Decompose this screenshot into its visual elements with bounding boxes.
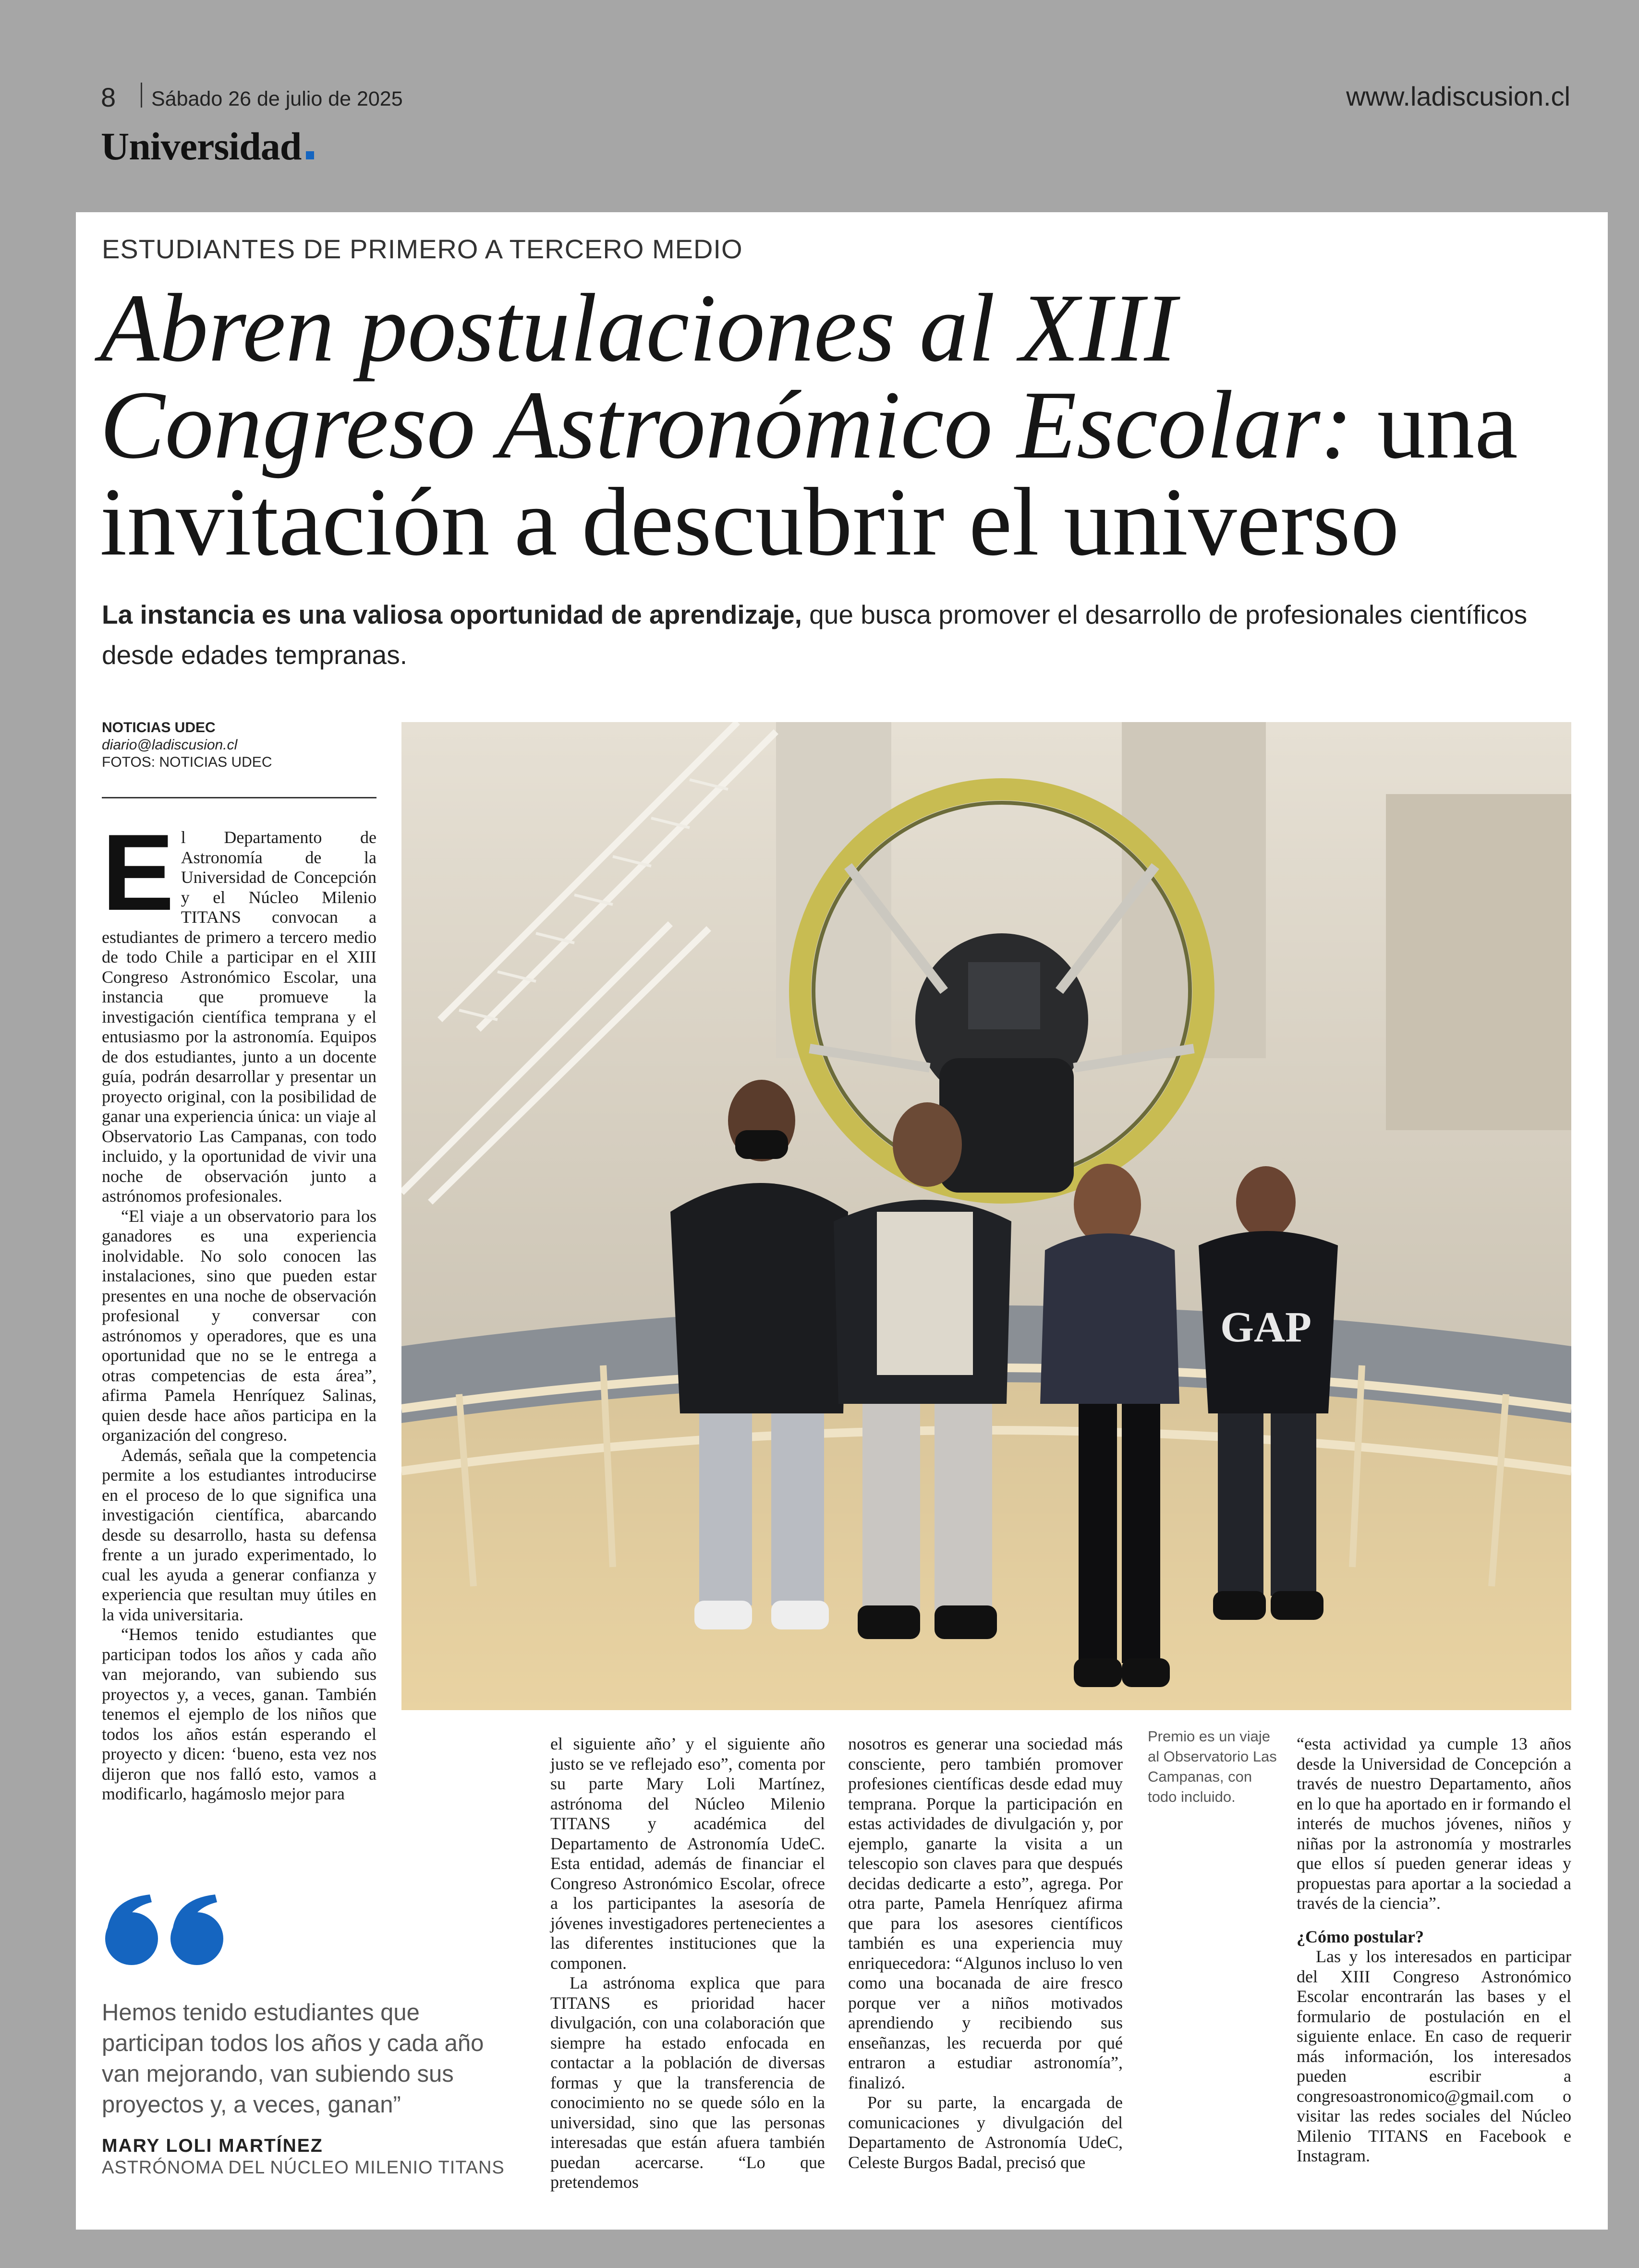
article-column-3 <box>848 1734 1123 2195</box>
paragraph: “esta actividad ya cumple 13 años desde la Universidad de Concepción a través de nuestro Departamento, años en lo que ha aportado en ir formando el interés de muchos jóvenes, niños y niñas por la astronomía y mostrarles que ellos sí pueden generar ideas y propuestas para aportar a la sociedad a través de la ciencia”. <box>1297 1734 1571 1913</box>
paragraph: La astrónoma explica que para TITANS es prioridad hacer divulgación, con una colaboración que siempre ha estado enfocada en contactar a la población de diversas formas y que la transferencia de conocimiento no se quede sólo en la universidad, sino que las personas interesadas que están afuera también puedan acercarse. “Lo que pretendemos <box>550 1973 825 2192</box>
pull-quote-role: ASTRÓNOMA DEL NÚCLEO MILENIO TITANS <box>102 2158 505 2178</box>
page-number: 8 <box>101 82 116 112</box>
section-dot <box>306 151 314 159</box>
paragraph: l Departamento de Astronomía de la Universidad de Concepción y el Núcleo Milenio TITANS convocan a estudiantes de primero a tercero medio de todo Chile a participar en el XIII Congreso Astronómico Escolar, una instancia que promueve la investigación científica temprana y el entusiasmo por la astronomía. Equipos de dos estudiantes, junto a un docente guía, podrán desarrollar y presentar un proyecto original, con la posibilidad de ganar una experiencia única: un viaje al Observatorio Las Campanas, con todo incluido, y la oportunidad de vivir una noche de observación junto a astrónomos profesionales. <box>102 828 376 1206</box>
observatory-photo <box>401 722 1571 1710</box>
sweatshirt-text: GAP <box>1220 1303 1311 1351</box>
paragraph: Por su parte, la encargada de comunicaciones y divulgación del Departamento de Astronomía UdeC, Celeste Burgos Badal, precisó que <box>848 2093 1123 2172</box>
drop-cap: E <box>102 811 174 933</box>
header-divider <box>141 83 142 108</box>
photo-caption: Premio es un viaje al Observatorio Las Campanas, con todo incluido. <box>1148 1728 1277 1805</box>
article-column-1 <box>102 811 376 1860</box>
paragraph: “Hemos tenido estudiantes que participan todos los años y cada año van mejorando, van subiendo sus proyectos y, a veces, ganan. También tenemos el ejemplo de los niños que todos los años están esperando el proyecto y dicen: ‘bueno, esta vez nos dijeron que nos falló esto, vamos a modificarlo, hagámoslo mejor para <box>102 1625 376 1803</box>
deck-text: que busca promover el desarrollo de profesionales científicos desde edades tempranas. <box>102 600 1528 670</box>
paragraph: Las y los interesados en participar del XIII Congreso Astronómico Escolar encontrarán las bases y el formulario de postulación en el siguiente enlace. En caso de requerir más información, los interesados pueden escribir a congresoastronomico@gmail.com o visitar las redes sociales del Núcleo Milenio TITANS en Facebook e Instagram. <box>1297 1947 1571 2165</box>
byline <box>102 719 272 771</box>
quote-mark-icon <box>102 1894 231 1966</box>
article-column-4 <box>1297 1734 1571 2195</box>
byline-photos: FOTOS: NOTICIAS UDEC <box>102 754 272 770</box>
paragraph: nosotros es generar una sociedad más consciente, pero también promover profesiones científicas desde edad muy temprana. Porque la participación en estas actividades de divulgación y, por ejemplo, ganarte la visita a un telescopio son claves para que después decidas dedicarte a esto”, agrega. Por otra parte, Pamela Henríquez afirma que para los asesores científicos también es una experiencia muy enriquecedora: “Algunos incluso lo ven como una bocanada de aire fresco porque ver a niños motivados aprendiendo y recibiendo sus enseñanzas, les recuerda por qué entraron a estudiar astronomía”, finalizó. <box>848 1734 1123 2092</box>
headline-roman: una invitación a descubrir el universo <box>100 371 1518 576</box>
deck-bold: La instancia es una valiosa oportunidad de aprendizaje, <box>102 600 802 629</box>
article-column-2 <box>550 1734 825 2195</box>
byline-rule <box>102 797 376 798</box>
paragraph: “El viaje a un observatorio para los ganadores es una experiencia inolvidable. No solo conocen las instalaciones, sino que pueden estar presentes en una noche de observación profesional y conversar con astrónomos y operadores, que es una oportunidad que no se le entrega a otras competencias de esta área”, afirma Pamela Henríquez Salinas, quien desde hace años participa en la organización del congreso. <box>102 1206 376 1445</box>
byline-author: NOTICIAS UDEC <box>102 720 216 736</box>
paragraph: el siguiente año’ y el siguiente año justo se ve reflejado eso”, comenta por su parte Mary Loli Martínez, astrónoma del Núcleo Milenio TITANS y académica del Departamento de Astronomía UdeC. Esta entidad, además de financiar el Congreso Astronómico Escolar, ofrece a los participantes la asesoría de jóvenes investigadores pertenecientes a las diferentes instituciones que la componen. <box>550 1734 825 1973</box>
article-kicker: ESTUDIANTES DE PRIMERO A TERCERO MEDIO <box>102 234 743 264</box>
pull-quote-text: Hemos tenido estudiantes que participan todos los años y cada año van mejorando, van subiendo sus proyectos y, a veces, ganan” <box>102 2000 484 2118</box>
article-headline <box>100 274 1569 576</box>
paragraph: Además, señala que la competencia permite a los estudiantes introducirse en el proceso de lo que significa una investigación científica, abarcando desde su desarrollo, hasta su defensa frente a un jurado experimentado, lo cual les ayuda a generar confianza y experiencia que resultan muy útiles en la vida universitaria. <box>102 1445 376 1624</box>
telescope-photo-illustration <box>401 722 1571 1710</box>
website-link[interactable]: www.ladiscusion.cl <box>1346 81 1570 111</box>
byline-email[interactable]: diario@ladiscusion.cl <box>102 737 238 753</box>
subheading: ¿Cómo postular? <box>1297 1927 1424 1946</box>
issue-date: Sábado 26 de julio de 2025 <box>151 87 403 110</box>
pull-quote-name: MARY LOLI MARTÍNEZ <box>102 2135 323 2156</box>
section-title-text: Universidad <box>101 124 302 168</box>
article-deck <box>102 594 1557 675</box>
section-title <box>101 124 314 169</box>
headline-italic: Abren postulaciones al XIII Congreso Astronómico Escolar: <box>100 274 1353 479</box>
